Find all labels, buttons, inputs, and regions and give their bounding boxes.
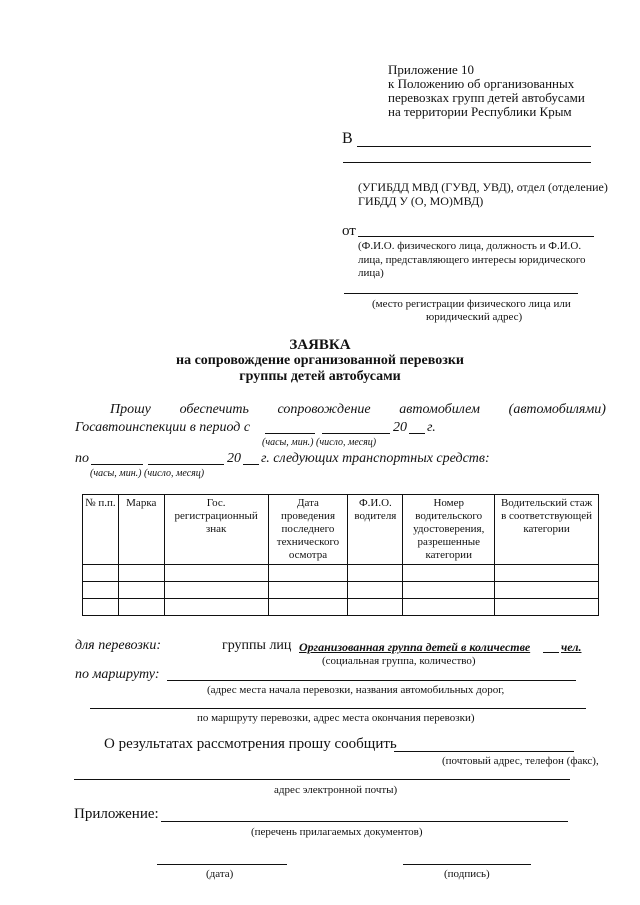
table-cell[interactable] [164,582,268,599]
header-license-number: Номер водительского удостоверения, разрешенные категории [403,495,495,565]
document-title: ЗАЯВКА [289,337,351,353]
start-year-prefix: 20 [393,420,407,435]
table-cell[interactable] [348,582,403,599]
route-label: по маршруту: [75,667,160,682]
signature-caption: (подпись) [444,868,490,880]
from-caption-2: лица, представляющего интересы юридического [358,254,586,266]
end-date-field[interactable] [148,464,224,465]
table-row [83,565,599,582]
postal-address-field[interactable] [394,751,574,752]
table-cell[interactable] [348,565,403,582]
request-line-1 [110,402,606,418]
from-caption-1: (Ф.И.О. физического лица, должность и Ф.И.О. [358,240,582,252]
transport-group-caption: (социальная группа, количество) [322,655,476,667]
table-cell[interactable] [403,565,495,582]
request-end-suffix: г. следующих транспортных средств: [261,451,490,466]
to-caption-1: (УГИБДД МВД (ГУВД, УВД), отдел (отделение) [358,180,608,194]
document-subtitle-1: на сопровождение организованной перевозки [176,353,464,368]
request-period-label: Госавтоинспекции в период с [75,420,251,435]
start-year-field[interactable] [409,433,425,434]
table-cell[interactable] [495,565,599,582]
route-caption-2: по маршруту перевозки, адрес места окончания перевозки) [197,712,475,724]
attachment-label: Приложение: [74,806,159,822]
table-cell[interactable] [118,582,164,599]
email-field-line[interactable] [74,779,570,780]
request-word-5: (автомобилями) [508,402,606,417]
attachment-field-line[interactable] [161,821,568,822]
start-date-field[interactable] [322,433,390,434]
request-end-prefix: по [75,451,89,466]
table-cell[interactable] [83,599,119,616]
attachment-caption: (перечень прилагаемых документов) [251,826,423,838]
end-year-field[interactable] [243,464,259,465]
table-cell[interactable] [268,565,348,582]
results-caption-1: (почтовый адрес, телефон (факс), [442,755,599,767]
start-time-field[interactable] [265,433,315,434]
end-time-field[interactable] [91,464,143,465]
transport-group-value[interactable]: Организованная группа детей в количестве [299,640,531,654]
table-cell[interactable] [118,565,164,582]
table-cell[interactable] [495,599,599,616]
table-cell[interactable] [495,582,599,599]
header-inspection-date: Дата проведения последнего технического осмотра [268,495,348,565]
to-prefix: В [342,130,353,147]
table-cell[interactable] [164,599,268,616]
request-word-4: автомобилем [399,402,480,417]
date-caption: (дата) [206,868,234,880]
registration-field-line[interactable] [344,293,578,294]
table-cell[interactable] [164,565,268,582]
group-count-field[interactable] [543,652,559,653]
header-driving-experience: Водительский стаж в соответствующей категории [495,495,599,565]
from-field-line[interactable] [358,236,594,237]
table-row [83,582,599,599]
end-year-prefix: 20 [227,451,241,466]
route-field-line-2[interactable] [90,708,586,709]
transport-group-unit: чел. [561,640,582,654]
request-word-3: сопровождение [277,402,371,417]
results-caption-2: адрес электронной почты) [274,784,398,796]
appendix-line-2: к Положению об организованных [388,76,575,91]
table-cell[interactable] [268,582,348,599]
to-field-line-1[interactable] [357,146,591,147]
document-subtitle-2: группы детей автобусами [239,369,401,384]
start-year-suffix: г. [427,420,436,435]
route-caption-1: (адрес места начала перевозки, названия автомобильных дорог, [207,684,505,696]
to-caption-2: ГИБДД У (О, МО)МВД) [358,194,484,208]
table-cell[interactable] [348,599,403,616]
to-field-line-2[interactable] [343,162,591,163]
vehicles-table [82,494,599,616]
end-time-caption: (часы, мин.) (число, месяц) [90,468,205,479]
request-word-1: Прошу [110,402,151,417]
registration-caption-2: юридический адрес) [426,311,523,323]
table-cell[interactable] [268,599,348,616]
table-cell[interactable] [83,565,119,582]
from-prefix: от [342,223,356,239]
header-plate: Гос. регистрационный знак [164,495,268,565]
table-cell[interactable] [118,599,164,616]
appendix-line-4: на территории Республики Крым [388,104,572,119]
signature-field-line[interactable] [403,864,531,865]
transport-group-prefix: группы лиц [222,638,292,653]
transport-label: для перевозки: [75,638,162,653]
header-number: № п.п. [83,495,119,565]
date-field-line[interactable] [157,864,287,865]
request-word-2: обеспечить [179,402,249,417]
table-cell[interactable] [83,582,119,599]
from-caption-3: лица) [358,267,384,279]
table-cell[interactable] [403,582,495,599]
table-row [83,599,599,616]
header-driver-name: Ф.И.О. водителя [348,495,403,565]
table-cell[interactable] [403,599,495,616]
header-brand: Марка [118,495,164,565]
registration-caption-1: (место регистрации физического лица или [372,298,571,310]
start-time-caption: (часы, мин.) (число, месяц) [262,437,377,448]
results-text: О результатах рассмотрения прошу сообщить [104,736,397,752]
appendix-line-3: перевозках групп детей автобусами [388,90,585,105]
appendix-line-1: Приложение 10 [388,62,475,77]
route-field-line-1[interactable] [167,680,576,681]
